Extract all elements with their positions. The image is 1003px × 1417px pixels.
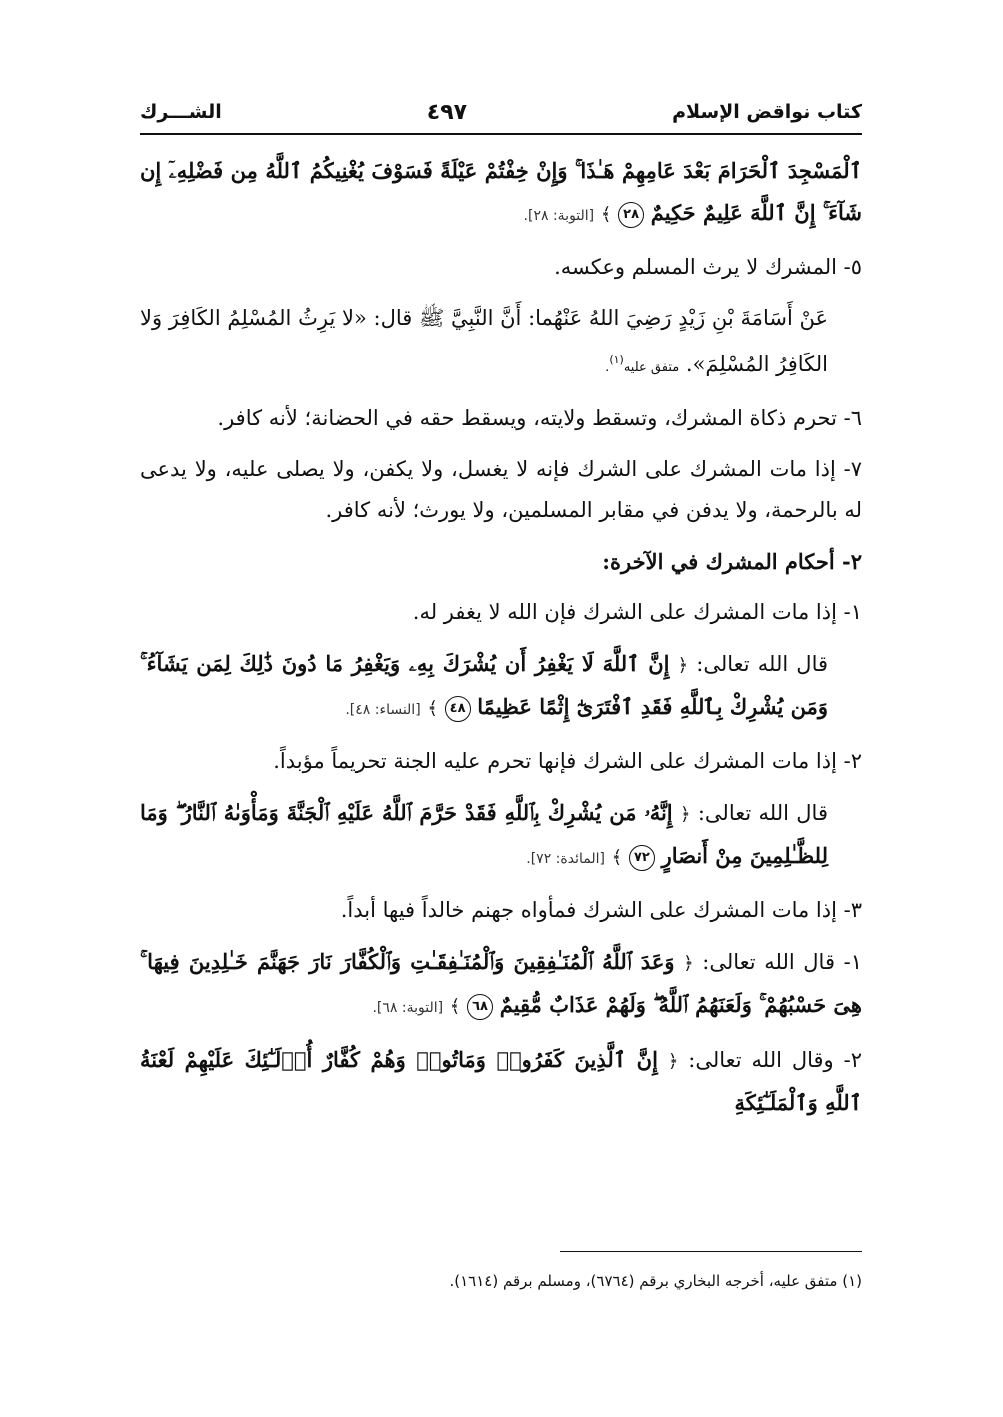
section-heading-hereafter: ٢- أحكام المشرك في الآخرة: [602, 549, 862, 574]
paragraph-hereafter-1: ١- إذا مات المشرك على الشرك فإن الله لا يغفر له. [412, 600, 862, 624]
hadith-text: عَنْ أَسَامَةَ بْنِ زَيْدٍ رَضِيَ اللهُ عَنْهُما: أَنَّ النَّبِيَّ ﷺ قال: «لا يَرِثُ المُسْلِمُ الكَافِرَ وَلا الكَافِرُ المُسْلِمَ». [140, 306, 828, 376]
quran-open-bracket: ﴿ [677, 655, 689, 676]
quran-close-bracket: ﴾ [600, 204, 612, 225]
footnote-marker: (١) [609, 353, 624, 366]
paragraph-point-7: ٧- إذا مات المشرك على الشرك فإنه لا يغسل، ولا يكفن، ولا يصلى عليه، ولا يدعى له بالرحمة، ولا يدفن في مقابر المسلمين، ولا يورث؛ لأنه كافر. [140, 457, 862, 522]
quran-verse-text: ٱلْمَسْجِدَ ٱلْحَرَامَ بَعْدَ عَامِهِمْ هَـٰذَا ۚ وَإِنْ خِفْتُمْ عَيْلَةً فَسَوْفَ يُغْنِيكُمُ ٱللَّهُ مِن فَضْلِهِۦٓ إِن شَآءَ ۚ إِنَّ ٱللَّهَ عَلِيمٌ حَكِيمٌ [140, 158, 862, 225]
verse-number-mark: ٦٨ [467, 994, 493, 1020]
quran-open-bracket: ﴿ [667, 1051, 679, 1072]
paragraph-quran-tawbah-28 [140, 150, 862, 237]
quran-close-bracket: ﴾ [611, 847, 623, 868]
quran-verse-text: إِنَّ ٱللَّهَ لَا يَغْفِرُ أَن يُشْرَكَ بِهِۦ وَيَغْفِرُ مَا دُونَ ذَٰلِكَ لِمَن يَشَآءُ ۚ وَمَن يُشْرِكْ بِٱللَّهِ فَقَدِ ٱفْتَرَىٰٓ إِثْمًا عَظِيمًا [140, 651, 828, 719]
verse-reference: [التوبة: ٢٨]. [523, 208, 595, 224]
quran-close-bracket: ﴾ [449, 996, 461, 1017]
paragraph-point-5: ٥- المشرك لا يرث المسلم وعكسه. [554, 255, 862, 279]
paragraph-quran-maidah-72 [140, 792, 862, 880]
quran-open-bracket: ﴿ [683, 953, 694, 974]
page-header [140, 92, 862, 132]
verse-number-mark: ٧٢ [629, 845, 655, 871]
page-body [140, 150, 862, 1134]
footnote: (١) متفق عليه، أخرجه البخاري برقم (٦٧٦٤)، ومسلم برقم (١٦١٤). [449, 1272, 862, 1290]
verse-reference: [التوبة: ٦٨]. [372, 1000, 444, 1016]
quran-verse-text: إِنَّ ٱلَّذِينَ كَفَرُوا۟ وَمَاتُوا۟ وَهُمْ كُفَّارٌ أُو۟لَـٰٓئِكَ عَلَيْهِمْ لَعْنَةُ ٱللَّهِ وَٱلْمَلَـٰٓئِكَةِ [140, 1047, 862, 1115]
book-title: كتاب نواقض الإسلام [672, 101, 862, 123]
quran-lead: قال الله تعالى: [696, 652, 829, 676]
paragraph-quran-nisa-48 [140, 643, 862, 731]
quran-lead: ٢- وقال الله تعالى: [688, 1048, 862, 1072]
header-divider [140, 133, 862, 135]
paragraph-hereafter-3: ٣- إذا مات المشرك على الشرك فمأواه جهنم خالداً فيها أبداً. [340, 898, 862, 922]
verse-number-mark: ٢٨ [618, 202, 644, 228]
quran-lead: قال الله تعالى: [697, 801, 828, 825]
verse-reference: [النساء: ٤٨]. [345, 702, 421, 718]
chapter-title: الشـــرك [140, 101, 222, 123]
quran-close-bracket: ﴾ [427, 698, 438, 719]
paragraph-quran-baqarah-161 [140, 1039, 862, 1124]
paragraph-point-6: ٦- تحرم ذكاة المشرك، وتسقط ولايته، ويسقط حقه في الحضانة؛ لأنه كافر. [217, 406, 862, 430]
quran-verse-text: إِنَّهُۥ مَن يُشْرِكْ بِٱللَّهِ فَقَدْ حَرَّمَ ٱللَّهُ عَلَيْهِ ٱلْجَنَّةَ وَمَأْوَىٰهُ ٱلنَّارُ ۖ وَمَا لِلظَّـٰلِمِينَ مِنْ أَنصَارٍ [140, 800, 828, 868]
hadith-end: . [605, 360, 610, 375]
page-number: ٤٩٧ [426, 99, 468, 125]
quran-verse-text: وَعَدَ ٱللَّهُ ٱلْمُنَـٰفِقِينَ وَٱلْمُنَـٰفِقَـٰتِ وَٱلْكُفَّارَ نَارَ جَهَنَّمَ خَـٰلِدِينَ فِيهَا ۚ هِىَ حَسْبُهُمْ ۚ وَلَعَنَهُمُ ٱللَّهُ ۖ وَلَهُمْ عَذَابٌ مُّقِيمٌ [140, 949, 862, 1017]
paragraph-quran-tawbah-68 [140, 941, 862, 1029]
paragraph-hereafter-2: ٢- إذا مات المشرك على الشرك فإنها تحرم عليه الجنة تحريماً مؤبداً. [273, 749, 862, 773]
quran-lead: ١- قال الله تعالى: [702, 950, 862, 974]
paragraph-hadith [140, 298, 862, 388]
hadith-grading: متفق عليه [623, 360, 680, 375]
footnote-divider [560, 1251, 862, 1252]
verse-number-mark: ٤٨ [445, 696, 471, 722]
quran-open-bracket: ﴿ [679, 804, 691, 825]
verse-reference: [المائدة: ٧٢]. [526, 851, 605, 867]
